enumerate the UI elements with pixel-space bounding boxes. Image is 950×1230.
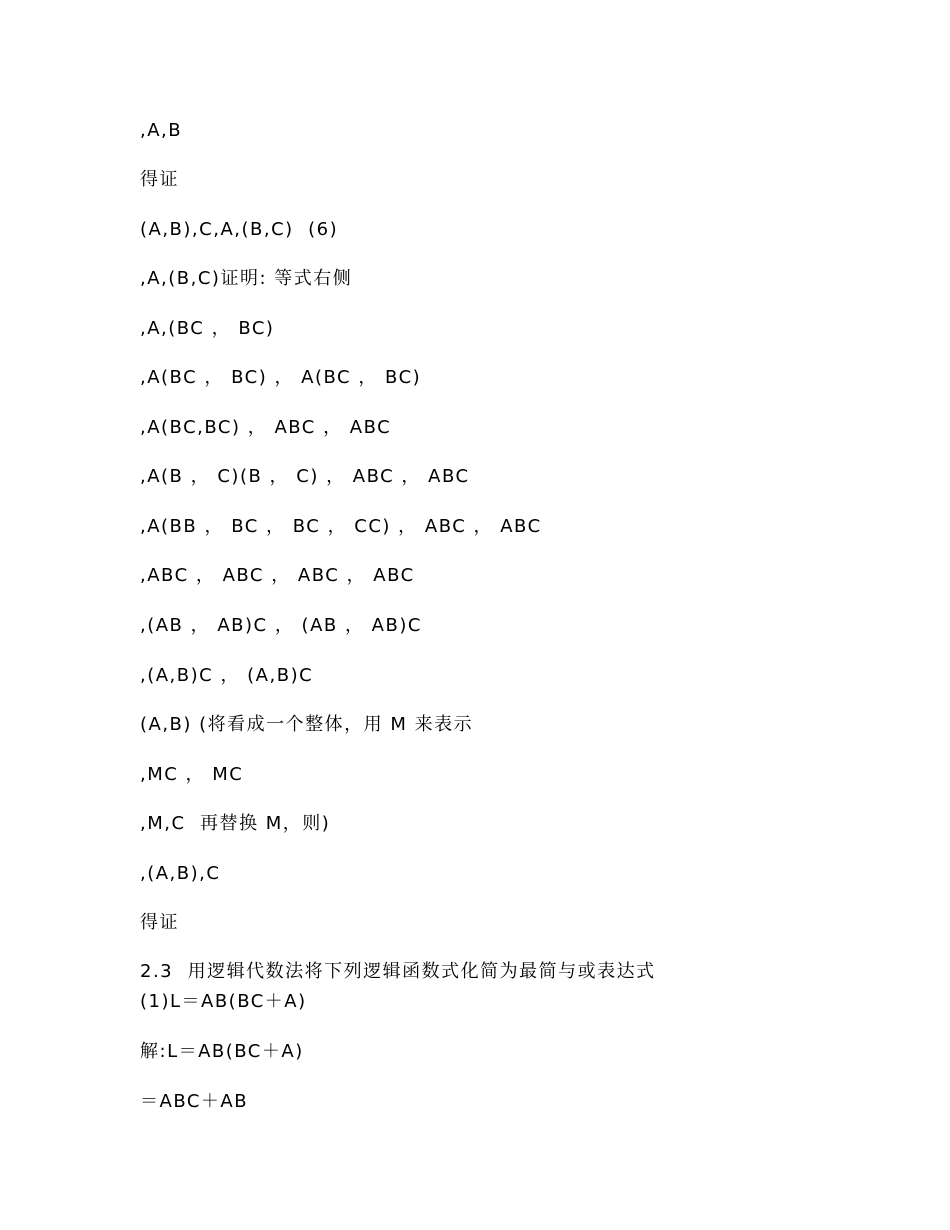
text-line: 得证 — [140, 912, 179, 933]
problem-statement: (1)L＝AB(BC＋A) — [140, 991, 307, 1012]
text-line: ,(A,B)C ， (A,B)C — [140, 665, 314, 686]
text-line: (A,B) (将看成一个整体，用 M 来表示 — [140, 714, 474, 735]
text-line: ,ABC ， ABC ， ABC ， ABC — [140, 565, 415, 586]
text-line: ,A(BC ， BC) ， A(BC ， BC) — [140, 367, 422, 388]
text-line: (A,B),C,A,(B,C) (6) — [140, 219, 339, 240]
solution-line: 解:L＝AB(BC＋A) — [140, 1041, 304, 1062]
text-line: ,A,B — [140, 120, 183, 141]
text-line: ,A(B ， C)(B ， C) ， ABC ， ABC — [140, 466, 470, 487]
text-line: ,A,(BC ， BC) — [140, 318, 275, 339]
text-line: ,M,C 再替换 M，则) — [140, 813, 331, 834]
text-line: ,(A,B),C — [140, 863, 221, 884]
section-heading: 2.3 用逻辑代数法将下列逻辑函数式化简为最简与或表达式 — [140, 961, 656, 982]
text-line: ,MC ， MC — [140, 764, 244, 785]
text-line: ,A(BB ， BC ， BC ， CC) ， ABC ， ABC — [140, 516, 542, 537]
text-line: ,(AB ， AB)C ， (AB ， AB)C — [140, 615, 422, 636]
text-line: ,A(BC,BC) ， ABC ， ABC — [140, 417, 392, 438]
solution-line: ＝ABC＋AB — [140, 1091, 249, 1112]
text-line: ,A,(B,C)证明: 等式右侧 — [140, 268, 353, 289]
text-line: 得证 — [140, 169, 179, 190]
